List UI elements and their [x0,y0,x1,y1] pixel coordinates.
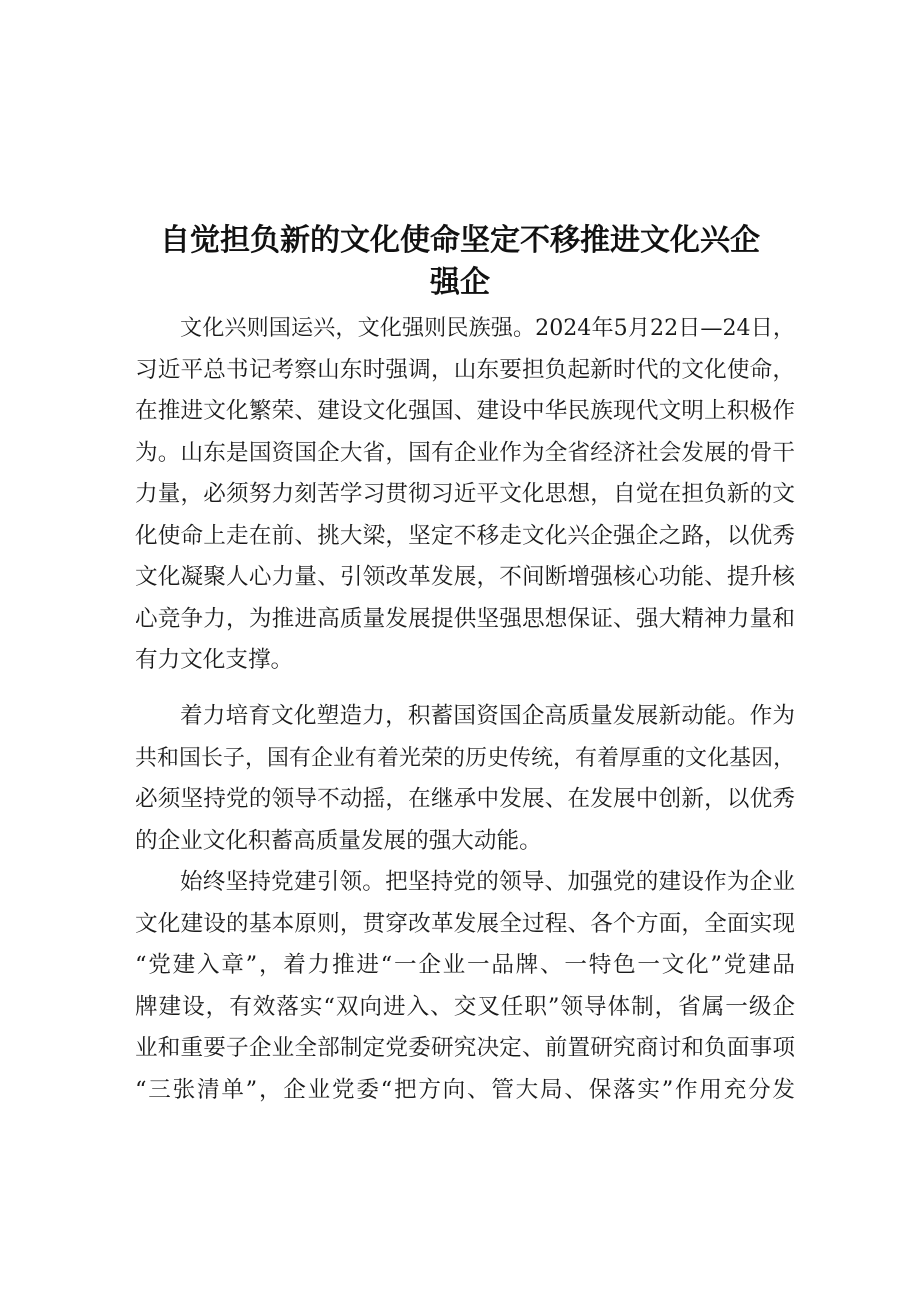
paragraph-line: 习近平总书记考察山东时强调，山东要担负起新时代的文化使命， [135,356,795,383]
paragraph-line: 业和重要子企业全部制定党委研究决定、前置研究商讨和负面事项 [135,1035,795,1061]
paragraph-3 [135,862,795,1111]
paragraph-line: 文化兴则国运兴，文化强则民族强。2024年5月22日—24日， [180,315,795,341]
paragraph-1 [135,308,795,682]
paragraph-line: 心竞争力，为推进高质量发展提供坚强思想保证、强大精神力量和 [135,605,795,632]
paragraph-line: 着力培育文化塑造力，积蓄国资国企高质量发展新动能。作为 [180,703,795,729]
paragraph-line: 共和国长子，国有企业有着光荣的历史传统，有着厚重的文化基因， [135,745,795,771]
paragraph-line: 必须坚持党的领导不动摇，在继承中发展、在发展中创新，以优秀 [135,786,795,812]
paragraph-line: “党建入章”，着力推进“一企业一品牌、一特色一文化”党建品 [135,952,795,978]
paragraph-line: 化使命上走在前、挑大梁，坚定不移走文化兴企强企之路，以优秀 [135,522,795,549]
paragraph-line: 牌建设，有效落实“双向进入、交叉任职”领导体制，省属一级企 [135,993,795,1020]
paragraph-2 [135,696,795,862]
paragraph-line: 文化凝聚人心力量、引领改革发展，不间断增强核心功能、提升核 [135,564,795,590]
paragraph-line: 为。山东是国资国企大省，国有企业作为全省经济社会发展的骨干 [135,439,795,466]
paragraph-line: 文化建设的基本原则，贯穿改革发展全过程、各个方面，全面实现 [135,910,795,937]
paragraph-line: “三张清单”，企业党委“把方向、管大局、保落实”作用充分发 [135,1076,795,1103]
title-line-2: 强企 [430,265,490,300]
document-title [120,220,800,304]
paragraph-line: 始终坚持党建引领。把坚持党的领导、加强党的建设作为企业 [180,869,795,895]
title-line-1: 自觉担负新的文化使命坚定不移推进文化兴企 [160,223,760,258]
paragraph-line: 有力文化支撑。 [135,647,294,673]
paragraph-line: 在推进文化繁荣、建设文化强国、建设中华民族现代文明上积极作 [135,398,795,424]
paragraph-line: 的企业文化积蓄高质量发展的强大动能。 [135,827,542,854]
paragraph-line: 力量，必须努力刻苦学习贯彻习近平文化思想，自觉在担负新的文 [135,481,795,507]
